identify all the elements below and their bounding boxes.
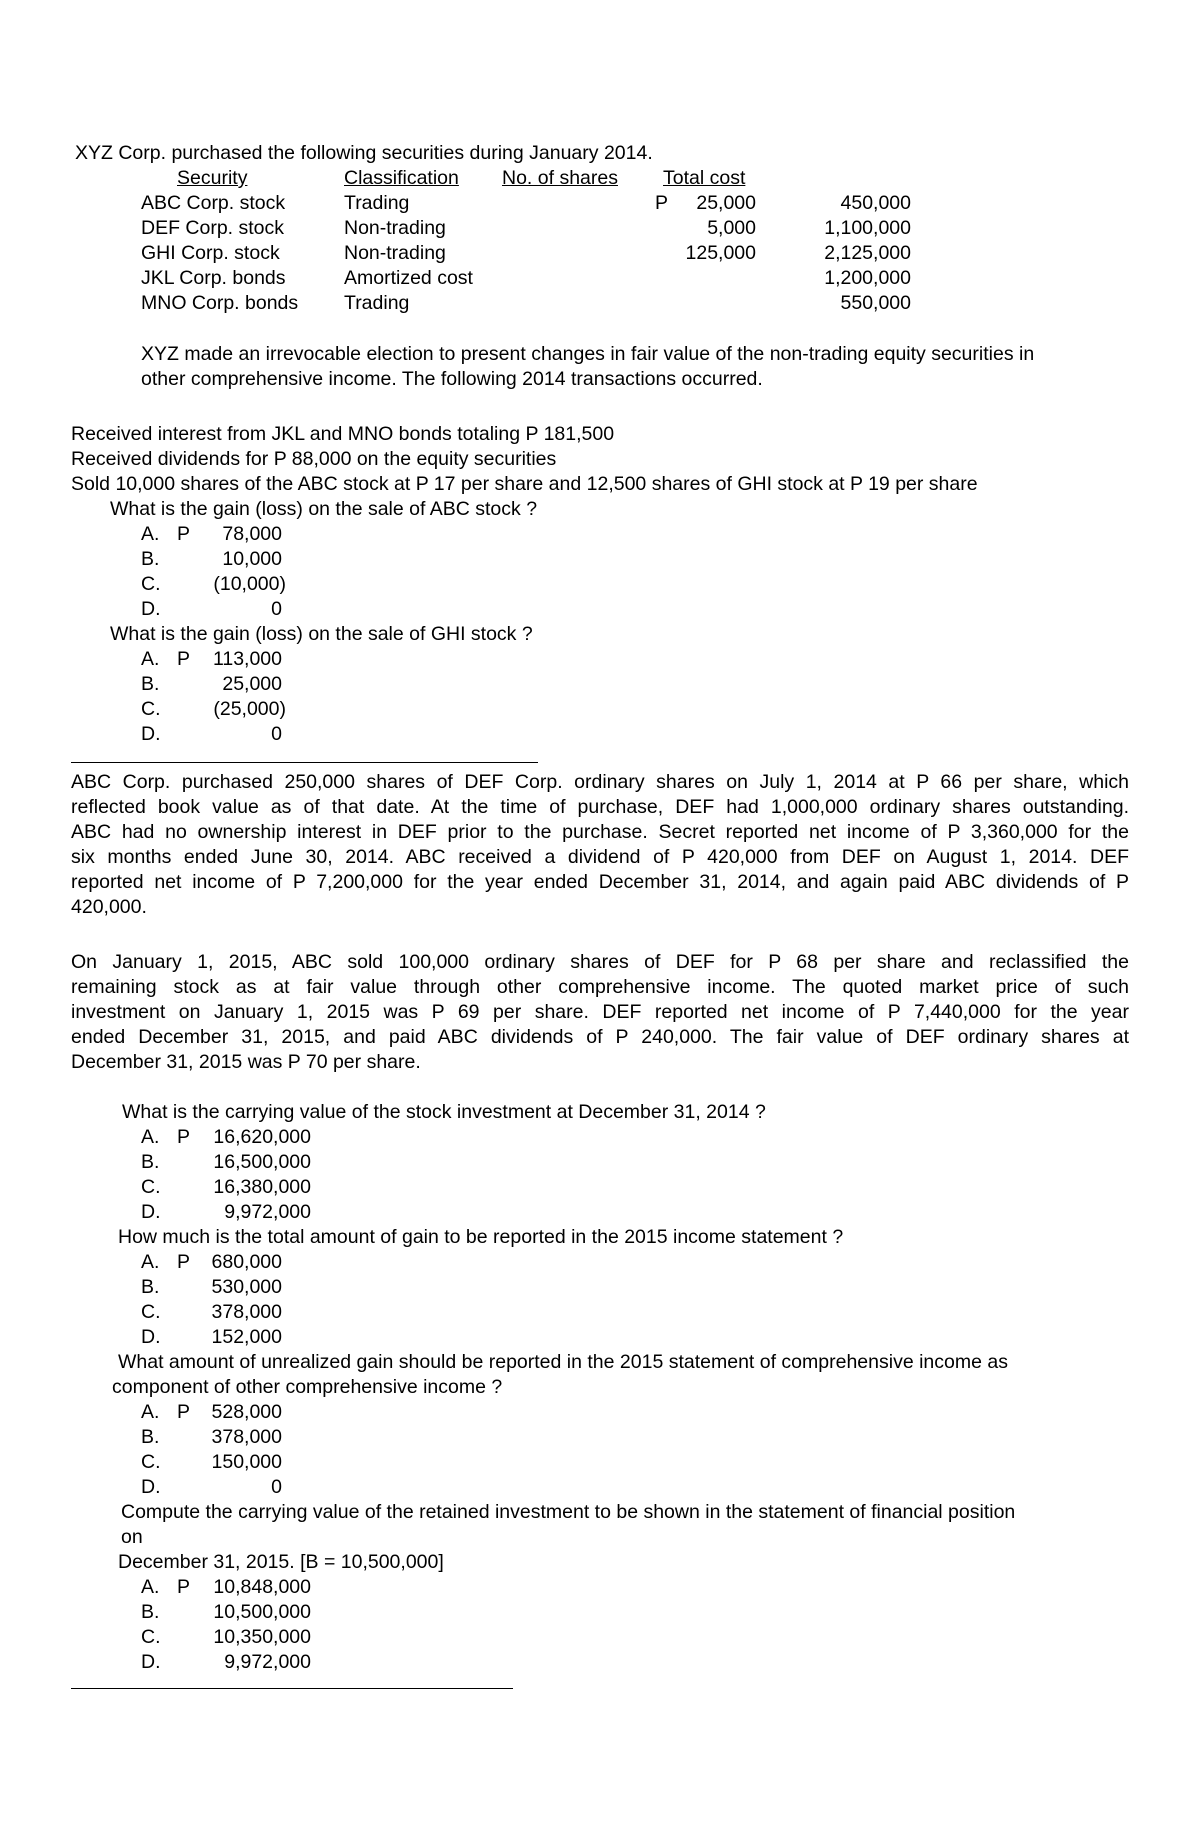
option-value: 78,000 <box>222 523 282 545</box>
cell-classification: Trading <box>344 192 410 214</box>
option-letter: A. <box>141 1401 160 1423</box>
option-d[interactable] <box>141 597 282 622</box>
cell-security: MNO Corp. bonds <box>141 292 299 314</box>
option-value: 9,972,000 <box>224 1651 311 1673</box>
option-letter: C. <box>141 1301 161 1323</box>
cell-security: DEF Corp. stock <box>141 217 285 239</box>
option-letter: A. <box>141 1576 160 1598</box>
paragraph-line: December 31, 2015 was P 70 per share. <box>71 1051 421 1073</box>
option-letter: D. <box>141 1201 161 1223</box>
options-ghi-gain <box>141 647 286 747</box>
option-b[interactable] <box>141 1600 311 1625</box>
option-value: (10,000) <box>213 573 286 595</box>
options-carrying-value-2014 <box>141 1125 311 1225</box>
transaction-item: Sold 10,000 shares of the ABC stock at P 17 per share and 12,500 shares of GHI stock at P 19 per share <box>71 473 978 495</box>
question-line: component of other comprehensive income ? <box>112 1376 503 1398</box>
paragraph-line: reported net income of P 7,200,000 for the year ended December 31, 2014, and again paid ABC dividends of P <box>71 871 1129 893</box>
option-prefix: P <box>177 1251 191 1273</box>
option-letter: D. <box>141 1326 161 1348</box>
option-letter: A. <box>141 1126 160 1148</box>
paragraph-line: remaining stock as at fair value through other comprehensive income. The quoted market price of such <box>71 976 1129 998</box>
separator-rule <box>71 1688 513 1689</box>
option-letter: C. <box>141 1176 161 1198</box>
header-security: Security <box>177 167 248 189</box>
option-value: 0 <box>271 723 282 745</box>
paragraph-line: On January 1, 2015, ABC sold 100,000 ordinary shares of DEF for P 68 per share and reclassified the <box>71 951 1129 973</box>
cell-prefix: P <box>655 192 669 214</box>
header-classification: Classification <box>344 167 459 189</box>
option-value: 9,972,000 <box>224 1201 311 1223</box>
option-prefix: P <box>177 523 191 545</box>
question-line: What amount of unrealized gain should be reported in the 2015 statement of comprehensive income as <box>118 1351 1008 1373</box>
transactions-list <box>71 422 978 497</box>
option-b[interactable] <box>141 1425 282 1450</box>
cell-cost: 450,000 <box>840 192 911 214</box>
option-value: 378,000 <box>211 1301 282 1323</box>
option-letter: D. <box>141 723 161 745</box>
option-letter: B. <box>141 1276 160 1298</box>
cell-security: JKL Corp. bonds <box>141 267 286 289</box>
option-value: 25,000 <box>222 673 282 695</box>
question-carrying-value-2014: What is the carrying value of the stock investment at December 31, 2014 ? <box>122 1101 766 1123</box>
option-prefix: P <box>177 648 191 670</box>
header-shares: No. of shares <box>502 167 618 189</box>
option-d[interactable] <box>141 1650 311 1675</box>
question-unrealized-gain <box>112 1350 1008 1400</box>
option-value: 378,000 <box>211 1426 282 1448</box>
option-value: 113,000 <box>212 648 282 670</box>
transaction-item: Received dividends for P 88,000 on the equity securities <box>71 448 557 470</box>
paragraph-line: other comprehensive income. The following 2014 transactions occurred. <box>141 368 763 390</box>
option-a[interactable] <box>141 1400 282 1425</box>
cell-cost: 2,125,000 <box>824 242 911 264</box>
option-value: 16,500,000 <box>213 1151 311 1173</box>
cell-security: ABC Corp. stock <box>141 192 286 214</box>
option-value: 152,000 <box>211 1326 282 1348</box>
option-value: 150,000 <box>211 1451 282 1473</box>
option-b[interactable] <box>141 1150 311 1175</box>
cell-classification: Trading <box>344 292 410 314</box>
paragraph-line: XYZ made an irrevocable election to present changes in fair value of the non-trading equity securities in <box>141 343 1035 365</box>
option-letter: B. <box>141 1601 160 1623</box>
paragraph-line: ended December 31, 2015, and paid ABC dividends of P 240,000. The fair value of DEF ordinary shares at <box>71 1026 1129 1048</box>
option-letter: C. <box>141 698 161 720</box>
option-b[interactable] <box>141 547 282 572</box>
question-line: Compute the carrying value of the retained investment to be shown in the statement of financial position <box>121 1501 1016 1523</box>
cell-classification: Amortized cost <box>344 267 473 289</box>
option-d[interactable] <box>141 1325 282 1350</box>
question-total-gain-2015: How much is the total amount of gain to be reported in the 2015 income statement ? <box>118 1226 844 1248</box>
option-letter: C. <box>141 1451 161 1473</box>
options-abc-gain <box>141 522 286 622</box>
cell-cost: 550,000 <box>840 292 911 314</box>
paragraph-line: investment on January 1, 2015 was P 69 per share. DEF reported net income of P 7,440,000 for the year <box>71 1001 1129 1023</box>
cell-classification: Non-trading <box>344 217 446 239</box>
option-letter: D. <box>141 1651 161 1673</box>
cell-shares: 125,000 <box>685 242 756 264</box>
option-letter: B. <box>141 548 160 570</box>
option-c[interactable] <box>141 572 286 597</box>
options-total-gain-2015 <box>141 1250 282 1350</box>
option-letter: A. <box>141 648 160 670</box>
question-abc-gain: What is the gain (loss) on the sale of ABC stock ? <box>110 498 538 520</box>
option-value: 16,620,000 <box>213 1126 311 1148</box>
separator-rule <box>71 762 538 763</box>
cell-shares: 25,000 <box>696 192 756 214</box>
option-letter: B. <box>141 673 160 695</box>
option-c[interactable] <box>141 1450 282 1475</box>
paragraph-line: six months ended June 30, 2014. ABC received a dividend of P 420,000 from DEF on August 1, 2014. DEF <box>71 846 1129 868</box>
options-unrealized-gain <box>141 1400 282 1500</box>
option-letter: C. <box>141 573 161 595</box>
transaction-item: Received interest from JKL and MNO bonds totaling P 181,500 <box>71 423 615 445</box>
option-c[interactable] <box>141 1625 311 1650</box>
question-ghi-gain: What is the gain (loss) on the sale of GHI stock ? <box>110 623 533 645</box>
scenario-paragraph-1 <box>71 770 1129 920</box>
option-value: 10,350,000 <box>213 1626 311 1648</box>
option-b[interactable] <box>141 1275 282 1300</box>
option-value: 0 <box>271 598 282 620</box>
option-letter: A. <box>141 523 160 545</box>
scenario-paragraph-2 <box>71 950 1129 1075</box>
option-d[interactable] <box>141 722 282 747</box>
option-value: 528,000 <box>211 1401 282 1423</box>
option-a[interactable] <box>141 1250 282 1275</box>
option-letter: D. <box>141 598 161 620</box>
option-prefix: P <box>177 1401 191 1423</box>
intro-text: XYZ Corp. purchased the following securities during January 2014. <box>75 142 653 164</box>
option-c[interactable] <box>141 697 286 722</box>
option-a[interactable] <box>141 1575 311 1600</box>
option-value: (25,000) <box>213 698 286 720</box>
cell-classification: Non-trading <box>344 242 446 264</box>
option-value: 16,380,000 <box>213 1176 311 1198</box>
option-c[interactable] <box>141 1300 282 1325</box>
option-value: 10,500,000 <box>213 1601 311 1623</box>
option-letter: A. <box>141 1251 160 1273</box>
question-line: on <box>121 1526 143 1548</box>
option-letter: C. <box>141 1626 161 1648</box>
option-value: 530,000 <box>211 1276 282 1298</box>
option-b[interactable] <box>141 672 282 697</box>
cell-cost: 1,200,000 <box>824 267 911 289</box>
cell-security: GHI Corp. stock <box>141 242 280 264</box>
cell-shares: 5,000 <box>707 217 756 239</box>
option-d[interactable] <box>141 1475 282 1500</box>
question-line: December 31, 2015. [B = 10,500,000] <box>118 1551 444 1573</box>
option-a[interactable] <box>141 522 282 547</box>
paragraph-line: ABC Corp. purchased 250,000 shares of DEF Corp. ordinary shares on July 1, 2014 at P 66 per share, which <box>71 771 1129 793</box>
options-retained-investment <box>141 1575 311 1675</box>
option-value: 0 <box>271 1476 282 1498</box>
option-value: 10,848,000 <box>213 1576 311 1598</box>
option-prefix: P <box>177 1576 191 1598</box>
option-prefix: P <box>177 1126 191 1148</box>
option-c[interactable] <box>141 1175 311 1200</box>
header-total-cost: Total cost <box>663 167 746 189</box>
option-value: 10,000 <box>222 548 282 570</box>
option-value: 680,000 <box>211 1251 282 1273</box>
question-retained-investment <box>118 1500 1015 1575</box>
paragraph-line: reflected book value as of that date. At the time of purchase, DEF had 1,000,000 ordinary shares outstanding. <box>71 796 1129 818</box>
election-paragraph <box>141 342 1131 392</box>
option-a[interactable] <box>141 1125 311 1150</box>
paragraph-line: ABC had no ownership interest in DEF prior to the purchase. Secret reported net income of P 3,360,000 for the <box>71 821 1129 843</box>
option-d[interactable] <box>141 1200 311 1225</box>
paragraph-line: 420,000. <box>71 896 147 918</box>
option-letter: D. <box>141 1476 161 1498</box>
option-letter: B. <box>141 1151 160 1173</box>
cell-cost: 1,100,000 <box>824 217 911 239</box>
option-a[interactable] <box>141 647 282 672</box>
option-letter: B. <box>141 1426 160 1448</box>
